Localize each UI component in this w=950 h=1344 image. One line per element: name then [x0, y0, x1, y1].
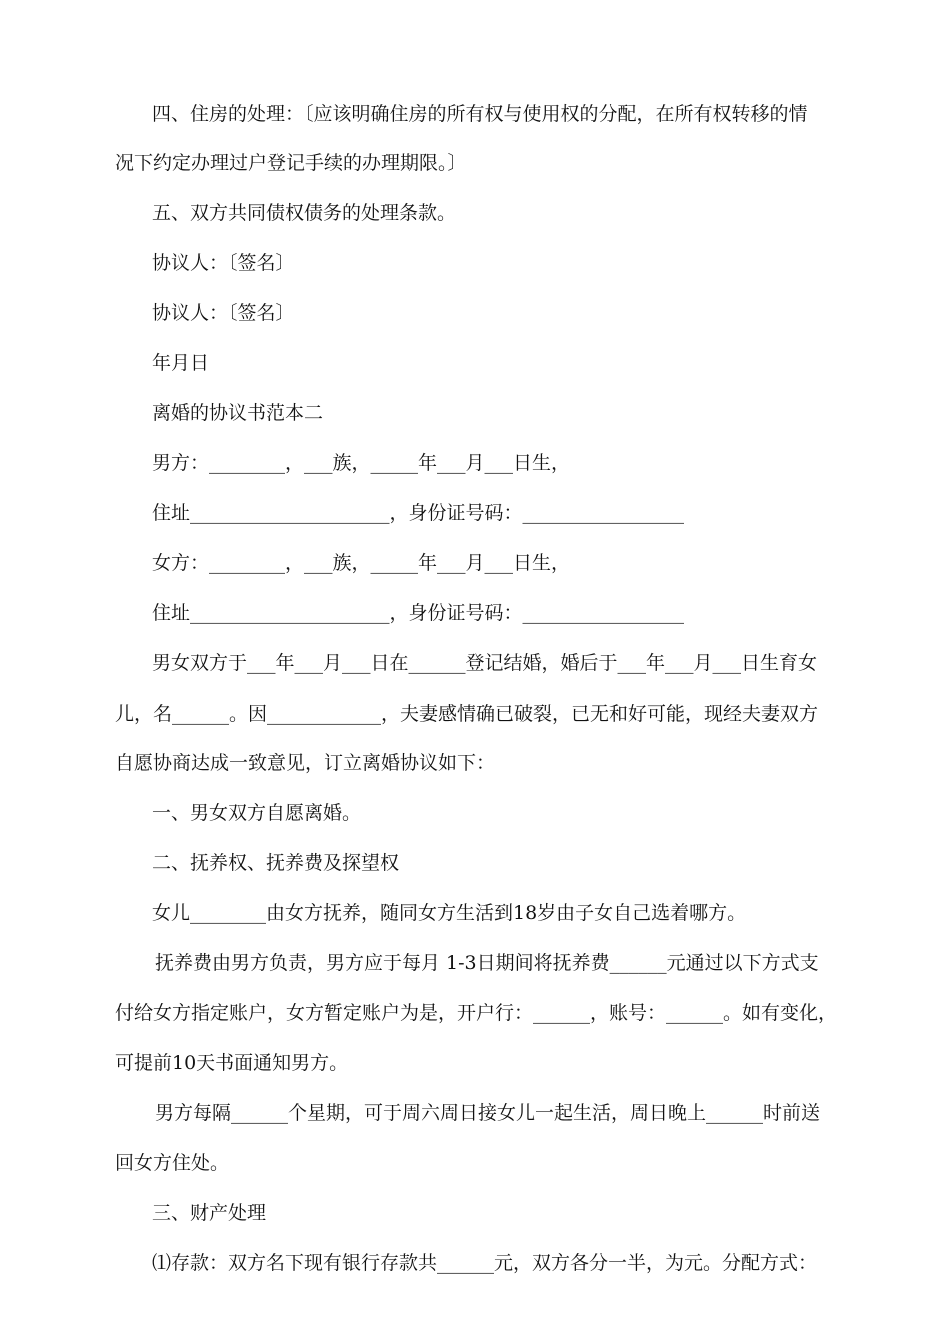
female-party-info: 女方：________，___族，_____年___月___日生，: [152, 552, 571, 574]
date-line: 年月日: [152, 352, 210, 374]
support-paragraph-line-2: 付给女方指定账户，女方暂定账户为是，开户行：______，账号：______。如有变化，: [115, 1002, 838, 1024]
marriage-paragraph-line-2: 儿，名______。因____________，夫妻感情确已破裂，已无和好可能，现经夫妻双方: [115, 703, 819, 725]
paragraph-housing-line-1: 四、住房的处理：〔应该明确住房的所有权与使用权的分配，在所有权转移的情: [152, 103, 808, 125]
male-address-id: 住址_____________________，身份证号码：_________________: [152, 502, 685, 524]
female-address-id: 住址_____________________，身份证号码：_________________: [152, 602, 685, 624]
section-title-sample-two: 离婚的协议书范本二: [152, 402, 324, 424]
clause-three-heading: 三、财产处理: [152, 1202, 267, 1224]
marriage-paragraph-line-3: 自愿协商达成一致意见，订立离婚协议如下：: [115, 752, 496, 774]
signature-party-2: 协议人：〔签名〕: [152, 302, 295, 324]
marriage-paragraph-line-1: 男女双方于___年___月___日在______登记结婚，婚后于___年___月___日生育女: [152, 652, 818, 674]
visitation-paragraph-line-1: 男方每隔______个星期，可于周六周日接女儿一起生活，周日晚上______时前送: [155, 1102, 821, 1124]
support-paragraph-line-3: 可提前10天书面通知男方。: [115, 1052, 349, 1074]
deposit-paragraph: ⑴存款：双方名下现有银行存款共______元，双方各分一半，为元。分配方式：: [152, 1252, 818, 1274]
clause-one: 一、男女双方自愿离婚。: [152, 802, 362, 824]
male-party-info: 男方：________，___族，_____年___月___日生，: [152, 452, 571, 474]
visitation-paragraph-line-2: 回女方住处。: [115, 1152, 230, 1174]
paragraph-housing-line-2: 况下约定办理过户登记手续的办理期限。〕: [115, 152, 467, 174]
support-paragraph-line-1: 抚养费由男方负责，男方应于每月 1-3日期间将抚养费______元通过以下方式支: [155, 952, 819, 974]
signature-party-1: 协议人：〔签名〕: [152, 252, 295, 274]
clause-two-heading: 二、抚养权、抚养费及探望权: [152, 852, 400, 874]
custody-paragraph: 女儿________由女方抚养，随同女方生活到18岁由子女自己选着哪方。: [152, 902, 747, 924]
paragraph-debts: 五、双方共同债权债务的处理条款。: [152, 202, 457, 224]
